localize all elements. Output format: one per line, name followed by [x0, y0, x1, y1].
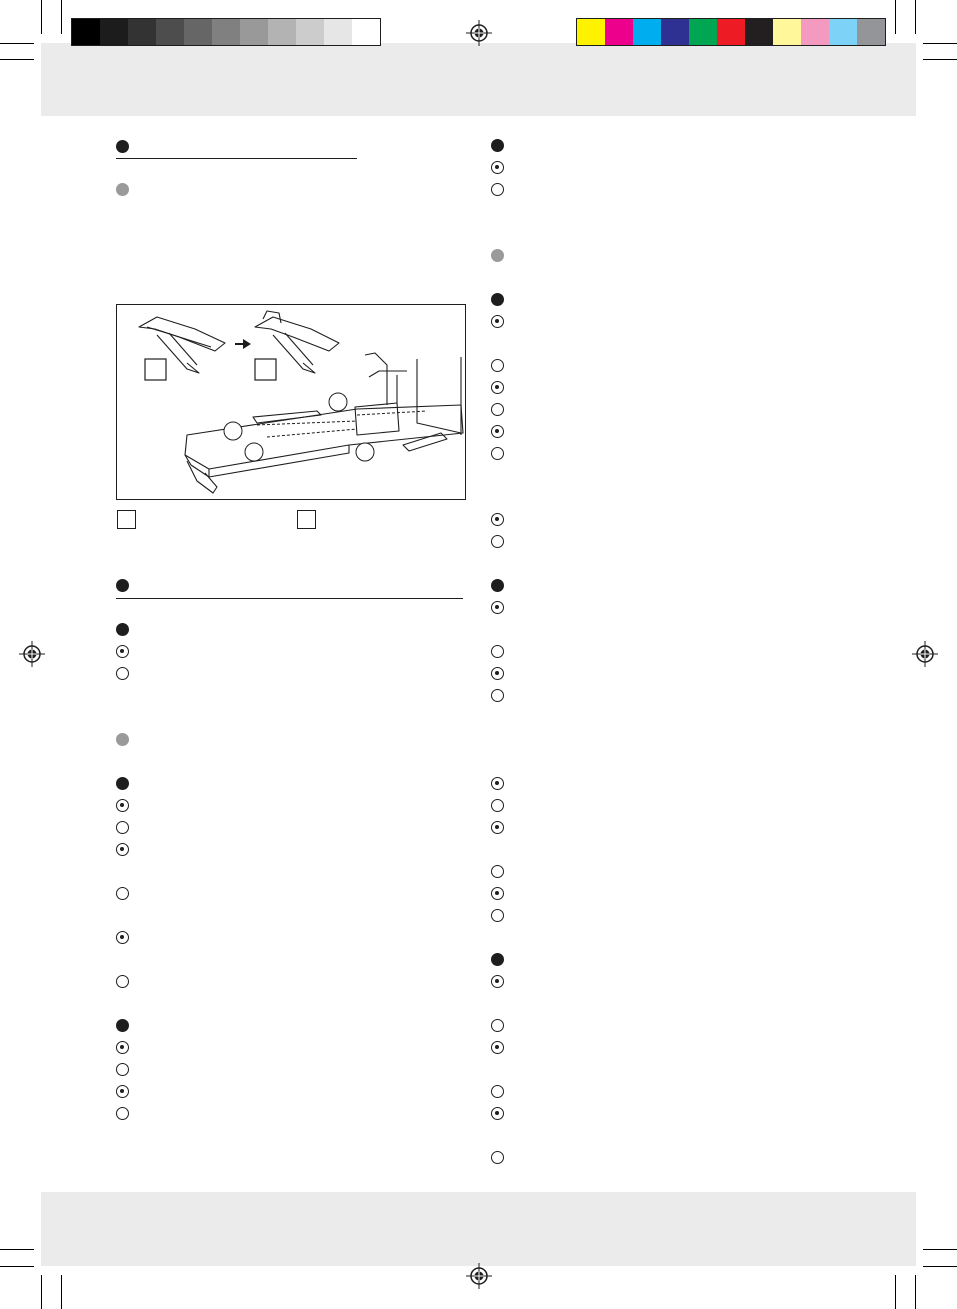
dotted-circle-icon: [116, 1085, 129, 1098]
open-circle-icon: [491, 1151, 504, 1164]
open-circle-icon: [491, 909, 504, 922]
crop-mark: [923, 1249, 957, 1250]
crosshair-registration-icon: [912, 641, 938, 667]
solid-circle-icon: [116, 1019, 129, 1032]
crop-mark: [0, 1266, 34, 1267]
dotted-circle-icon: [491, 1107, 504, 1120]
open-circle-icon: [491, 1085, 504, 1098]
dotted-circle-icon: [491, 887, 504, 900]
footer-band: [41, 1192, 916, 1266]
crop-mark: [923, 59, 957, 60]
open-circle-icon: [116, 667, 129, 680]
dotted-circle-icon: [116, 645, 129, 658]
grey-circle-icon: [116, 183, 129, 196]
open-circle-icon: [491, 865, 504, 878]
crop-mark: [0, 59, 34, 60]
dotted-circle-icon: [491, 821, 504, 834]
crosshair-registration-icon: [466, 20, 492, 46]
crop-mark: [0, 1249, 34, 1250]
open-circle-icon: [116, 821, 129, 834]
crop-mark: [915, 1275, 916, 1309]
dotted-circle-icon: [491, 315, 504, 328]
grayscale-color-bar: [71, 18, 381, 46]
header-band: [41, 43, 916, 116]
dotted-circle-icon: [116, 843, 129, 856]
dotted-circle-icon: [491, 1041, 504, 1054]
process-color-bar: [576, 18, 886, 46]
figure-label-box: [297, 510, 316, 529]
crosshair-registration-icon: [19, 641, 45, 667]
dotted-circle-icon: [491, 161, 504, 174]
grey-circle-icon: [116, 733, 129, 746]
dotted-circle-icon: [116, 799, 129, 812]
crop-mark: [61, 0, 62, 34]
open-circle-icon: [491, 799, 504, 812]
open-circle-icon: [116, 1063, 129, 1076]
open-circle-icon: [116, 887, 129, 900]
open-circle-icon: [116, 1107, 129, 1120]
crop-mark: [923, 43, 957, 44]
sewing-extension-table-illustration: [117, 305, 464, 498]
solid-circle-icon: [491, 293, 504, 306]
solid-circle-icon: [491, 139, 504, 152]
open-circle-icon: [491, 645, 504, 658]
open-circle-icon: [491, 183, 504, 196]
solid-circle-icon: [116, 579, 129, 592]
crop-mark: [923, 1266, 957, 1267]
crop-mark: [41, 1275, 42, 1309]
section-underline: [116, 598, 463, 599]
open-circle-icon: [491, 447, 504, 460]
solid-circle-icon: [491, 579, 504, 592]
crop-mark: [41, 0, 42, 34]
dotted-circle-icon: [491, 513, 504, 526]
dotted-circle-icon: [491, 777, 504, 790]
dotted-circle-icon: [491, 667, 504, 680]
crop-mark: [895, 0, 896, 34]
crop-mark: [61, 1275, 62, 1309]
open-circle-icon: [491, 689, 504, 702]
solid-circle-icon: [491, 953, 504, 966]
crop-mark: [895, 1275, 896, 1309]
open-circle-icon: [491, 403, 504, 416]
open-circle-icon: [116, 975, 129, 988]
dotted-circle-icon: [491, 601, 504, 614]
grey-circle-icon: [491, 249, 504, 262]
dotted-circle-icon: [116, 931, 129, 944]
dotted-circle-icon: [491, 975, 504, 988]
crop-mark: [915, 0, 916, 34]
dotted-circle-icon: [491, 425, 504, 438]
solid-circle-icon: [116, 140, 129, 153]
open-circle-icon: [491, 1019, 504, 1032]
section-underline: [116, 158, 357, 159]
figure-frame: [116, 304, 466, 500]
crop-mark: [0, 43, 34, 44]
open-circle-icon: [491, 359, 504, 372]
solid-circle-icon: [116, 777, 129, 790]
crosshair-registration-icon: [466, 1263, 492, 1289]
dotted-circle-icon: [116, 1041, 129, 1054]
open-circle-icon: [491, 535, 504, 548]
figure-label-box: [117, 510, 136, 529]
dotted-circle-icon: [491, 381, 504, 394]
solid-circle-icon: [116, 623, 129, 636]
